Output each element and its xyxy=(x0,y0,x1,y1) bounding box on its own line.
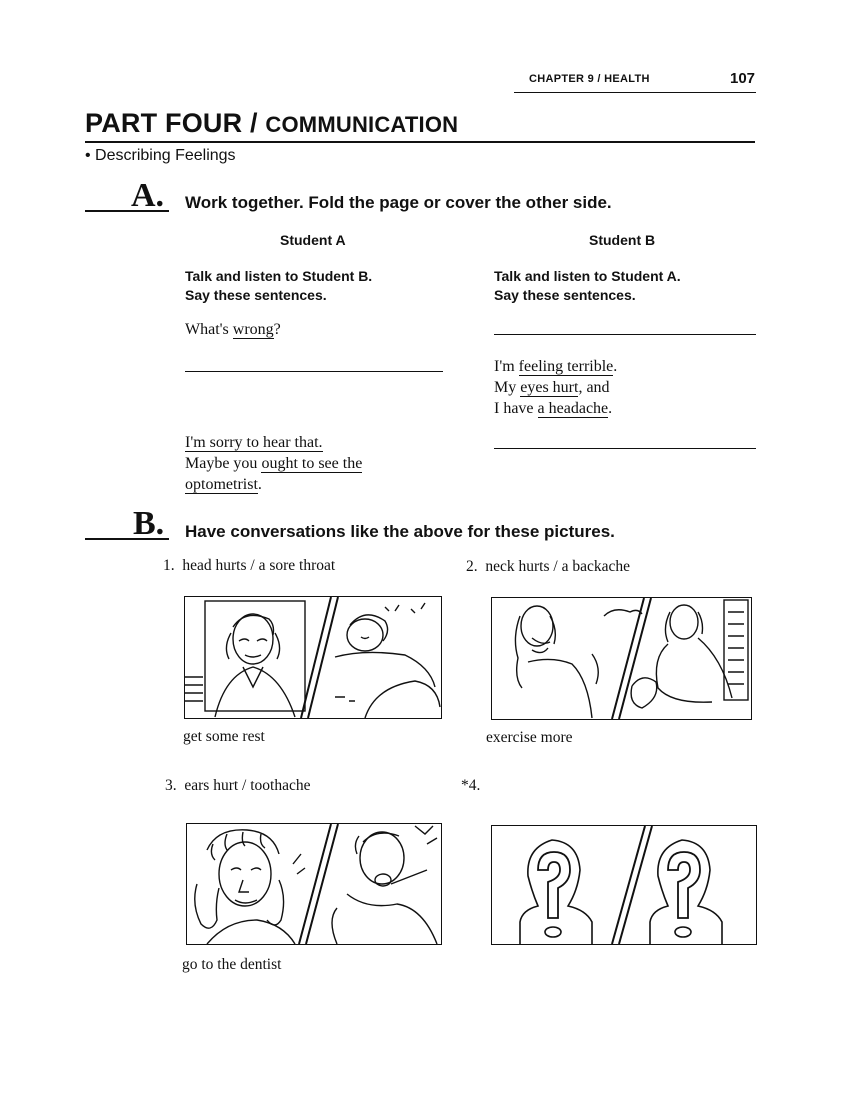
part-title-sub: COMMUNICATION xyxy=(265,112,459,137)
section-a-letter: A. xyxy=(131,177,165,214)
l2-prefix: My xyxy=(494,379,521,396)
student-a-heading: Student A xyxy=(280,232,346,248)
student-b-instructions xyxy=(494,267,681,305)
student-a-instr-line2: Say these sentences. xyxy=(185,287,327,303)
student-a-response xyxy=(185,432,362,495)
item-3-label: 3. ears hurt / toothache xyxy=(165,777,311,794)
picture-1 xyxy=(184,596,442,719)
r2-word: ought to see the xyxy=(261,455,363,472)
picture-2 xyxy=(491,597,752,720)
item-2-label: 2. neck hurts / a backache xyxy=(466,558,630,575)
r3-word: optometrist xyxy=(185,476,258,493)
student-b-blank-2 xyxy=(494,448,756,449)
q-prefix: What's xyxy=(185,321,233,338)
header-divider xyxy=(514,92,756,93)
section-a-instruction: Work together. Fold the page or cover the other side. xyxy=(185,193,612,212)
student-a-question xyxy=(185,319,281,340)
l3-word: a headache xyxy=(537,400,609,417)
item-1-caption: get some rest xyxy=(183,728,265,745)
topic-bullet: • Describing Feelings xyxy=(85,147,236,164)
part-title-main: PART FOUR / xyxy=(85,108,258,138)
student-b-heading: Student B xyxy=(589,232,656,248)
section-b-letter: B. xyxy=(133,505,165,542)
l2-suffix: , and xyxy=(578,379,610,396)
picture-3 xyxy=(186,823,442,945)
item-4-label: *4. xyxy=(461,777,481,794)
item-3-caption: go to the dentist xyxy=(182,956,282,973)
l2-word: eyes hurt xyxy=(520,379,579,396)
page-number: 107 xyxy=(730,70,756,87)
l1-word: feeling terrible xyxy=(518,358,614,375)
part-divider xyxy=(85,141,755,143)
r3-suffix: . xyxy=(257,476,262,493)
student-b-instr-line1: Talk and listen to Student A. xyxy=(494,268,681,284)
l1-suffix: . xyxy=(613,358,618,375)
illustration-1 xyxy=(185,597,441,718)
l1-prefix: I'm xyxy=(494,358,519,375)
illustration-2 xyxy=(492,598,751,719)
student-b-instr-line2: Say these sentences. xyxy=(494,287,636,303)
item-1-label: 1. head hurts / a sore throat xyxy=(163,557,336,574)
student-b-lines xyxy=(494,356,617,419)
l3-prefix: I have xyxy=(494,400,538,417)
r2-prefix: Maybe you xyxy=(185,455,262,472)
l3-suffix: . xyxy=(608,400,613,417)
student-b-blank-1 xyxy=(494,334,756,335)
q-word: wrong xyxy=(232,321,274,338)
chapter-heading: CHAPTER 9 / HEALTH xyxy=(529,73,650,85)
student-a-instructions xyxy=(185,267,372,305)
illustration-3 xyxy=(187,824,441,944)
question-silhouettes xyxy=(492,826,756,944)
picture-4 xyxy=(491,825,757,945)
section-b-instruction: Have conversations like the above for these pictures. xyxy=(185,522,615,541)
part-title xyxy=(85,108,458,139)
student-a-instr-line1: Talk and listen to Student B. xyxy=(185,268,373,284)
r1-line: I'm sorry to hear that. xyxy=(185,434,323,451)
item-2-caption: exercise more xyxy=(486,729,573,746)
student-a-answer-blank xyxy=(185,371,443,372)
q-suffix: ? xyxy=(273,321,281,338)
